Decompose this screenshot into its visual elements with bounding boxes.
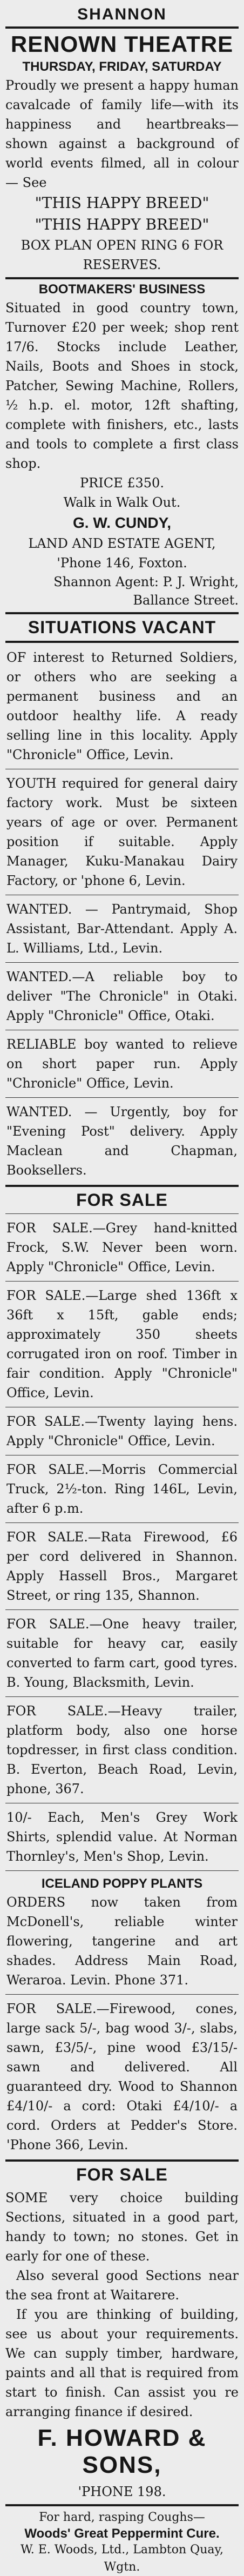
woods-cure-ad [5,2509,239,2576]
ad-text: FOR SALE.—Heavy trailer, platform body, also one horse topdresser, in first class condition. B. Everton, Beach Road, Levin, phone, 367. [6,1703,238,1796]
ad-text: FOR SALE.—One heavy trailer, suitable for heavy car, easily converted to farm cart, good tyres. B. Young, Blacksmith, Levin. [6,1616,238,1690]
classified-ad [5,1997,239,2157]
classified-ad [5,1458,239,1520]
shannon-agent: Shannon Agent: P. J. Wright, [53,574,239,589]
divider [5,26,239,29]
ad-text: RELIABLE boy wanted to relieve on short paper run. Apply "Chronicle" Office, Levin. [6,1037,238,1091]
classified-ad [5,646,239,767]
ad-text: ORDERS now taken from McDonell's, reliable winter flowering, tangerine and art shades. Address Main Road, Weraroa. Levin. Phone 371. [6,1895,238,1988]
bootmakers-body: Situated in good country town, Turnover £20 per week; shop rent 17/6. Stocks include Leather, Nails, Boots and Shoes in stock, Patcher, Sewing Machine, Rollers, ½ h.p. el. motor, 12ft shafting, complete with finishers, etc., lasts and tools to complete a first class shop. [5,300,239,471]
ad-text: WANTED. — Urgently, boy for "Evening Post" delivery. Apply Maclean and Chapman, Booksellers. [6,1104,238,1178]
film-title: "THIS HAPPY BREED" [35,194,209,212]
ad-text: OF interest to Returned Soldiers, or others who are seeking a permanent business and an outdoor healthy life. A ready selling line in this locality. Apply "Chronicle" Office, Levin. [6,650,238,762]
ad-text: FOR SALE.—Morris Commercial Truck, 2½-ton. Ring 146L, Levin, after 6 p.m. [6,1462,238,1516]
woods-address: W. E. Woods, Ltd., Lambton Quay, Wgtn. [20,2543,224,2574]
classified-ad [5,1284,239,1405]
howard-sections-ad [5,2165,239,2501]
classified-ad [5,1612,239,1694]
ad-text: SOME very choice building Sections, situated in a good part, handy to town; no stones. Get in early for one of these. [5,2190,239,2264]
renown-theatre-ad [5,5,239,274]
classified-ad [5,1525,239,1607]
bootmakers-walk: Walk in Walk Out. [63,495,181,510]
show-days: THURSDAY, FRIDAY, SATURDAY [22,59,222,74]
classified-ad [5,1806,239,1868]
ad-text: FOR SALE.—Firewood, cones, large sack 5/-, bag wood 3/-, slabs, sawn, £3/5/-, pine wood £3/15/- sawn and delivered. All guaranteed dry. Wood to Shannon £4/10/- a cord: Otaki £4/10/- a cord. Orders at Pedder's Store. 'Phone 366, Levin. [6,2001,238,2152]
divider [5,1097,239,1098]
film-title: "THIS HAPPY BREED" [35,216,209,233]
ad-text: FOR SALE.—Twenty laying hens. Apply "Chronicle" Office, Levin. [6,1414,238,1448]
ad-text: 10/- Each, Men's Grey Work Shirts, splendid value. At Norman Thornley's, Men's Shop, Levin. [6,1810,238,1864]
divider [5,1609,239,1610]
bootmakers-ad [5,282,239,609]
bootmakers-price: PRICE £350. [80,475,164,491]
woods-line: For hard, rasping Coughs— [39,2511,205,2524]
theatre-name: RENOWN THEATRE [10,31,234,57]
divider [5,612,239,614]
divider [5,277,239,279]
poppy-heading: ICELAND POPPY PLANTS [41,1876,203,1891]
divider [5,1994,239,1995]
divider [5,1281,239,1282]
town-heading: SHANNON [77,5,167,23]
agent-name: G. W. CUNDY, [72,514,171,531]
ad-text: WANTED.—A reliable boy to deliver "The Chronicle" in Otaki. Apply "Chronicle" Office, Otaki. [6,969,238,1023]
divider [5,1870,239,1871]
divider [5,1185,239,1187]
situations-vacant-section [5,618,239,1182]
classified-ad [5,1699,239,1801]
section-heading: FOR SALE [76,2165,168,2184]
box-plan-note: BOX PLAN OPEN RING 6 FOR RESERVES. [21,238,223,272]
theatre-intro: Proudly we present a happy human cavalcade of family life—with its happiness and heartbreaks—shown against a background of world events filmed, all in colour — See [5,78,239,190]
classified-ad [5,1410,239,1453]
ad-text: FOR SALE.—Grey hand-knitted Frock, S.W. Never been worn. Apply "Chronicle" Office, Levin. [6,1220,238,1274]
bootmakers-heading: BOOTMAKERS' BUSINESS [38,282,206,297]
firm-name: F. HOWARD & SONS, [37,2425,207,2478]
divider [5,2504,239,2506]
ad-text: If you are thinking of building, see us about your requirements. We can supply timber, hardware, paints and all that is required from start to finish. Can assist you re arranging finance if desired. [5,2307,239,2419]
classified-ad [5,1216,239,1279]
classified-ad [5,965,239,1028]
classified-ad [5,897,239,960]
ad-text: FOR SALE.—Rata Firewood, £6 per cord delivered in Shannon. Apply Hassell Bros., Margaret Street, or ring 135, Shannon. [6,1530,238,1603]
poppy-ad [5,1873,239,1992]
agent-street: Ballance Street. [133,593,239,608]
divider [5,1213,239,1214]
agent-title: LAND AND ESTATE AGENT, [28,536,216,551]
firm-phone: 'PHONE 198. [78,2484,166,2499]
ad-text: Also several good Sections near the sea front at Waitarere. [5,2268,239,2303]
ad-text: WANTED. — Pantrymaid, Shop Assistant, Bar-Attendant. Apply A. L. Williams, Ltd., Levin. [6,902,238,956]
ad-text: YOUTH required for general dairy factory work. Must be sixteen years of age or over. Permanent position if suitable. Apply Manager, Kuku-Manakau Dairy Factory, or 'phone 6, Levin. [6,776,238,888]
classified-ad [5,1100,239,1182]
section-heading: SITUATIONS VACANT [28,618,216,637]
agent-phone: 'Phone 146, Foxton. [57,555,187,571]
divider [5,1696,239,1697]
for-sale-section [5,1190,239,2157]
divider [5,962,239,963]
woods-product: Woods' Great Peppermint Cure. [24,2526,220,2541]
divider [5,2159,239,2162]
ad-text: FOR SALE.—Large shed 136ft x 36ft x 15ft, gable ends; approximately 350 sheets corrugated iron on roof. Timber in fair condition. Apply "Chronicle" Office, Levin. [6,1288,238,1400]
classified-ad [5,772,239,893]
divider [5,641,239,643]
classified-ad [5,1032,239,1095]
divider [5,1522,239,1523]
section-heading: FOR SALE [76,1190,168,1210]
